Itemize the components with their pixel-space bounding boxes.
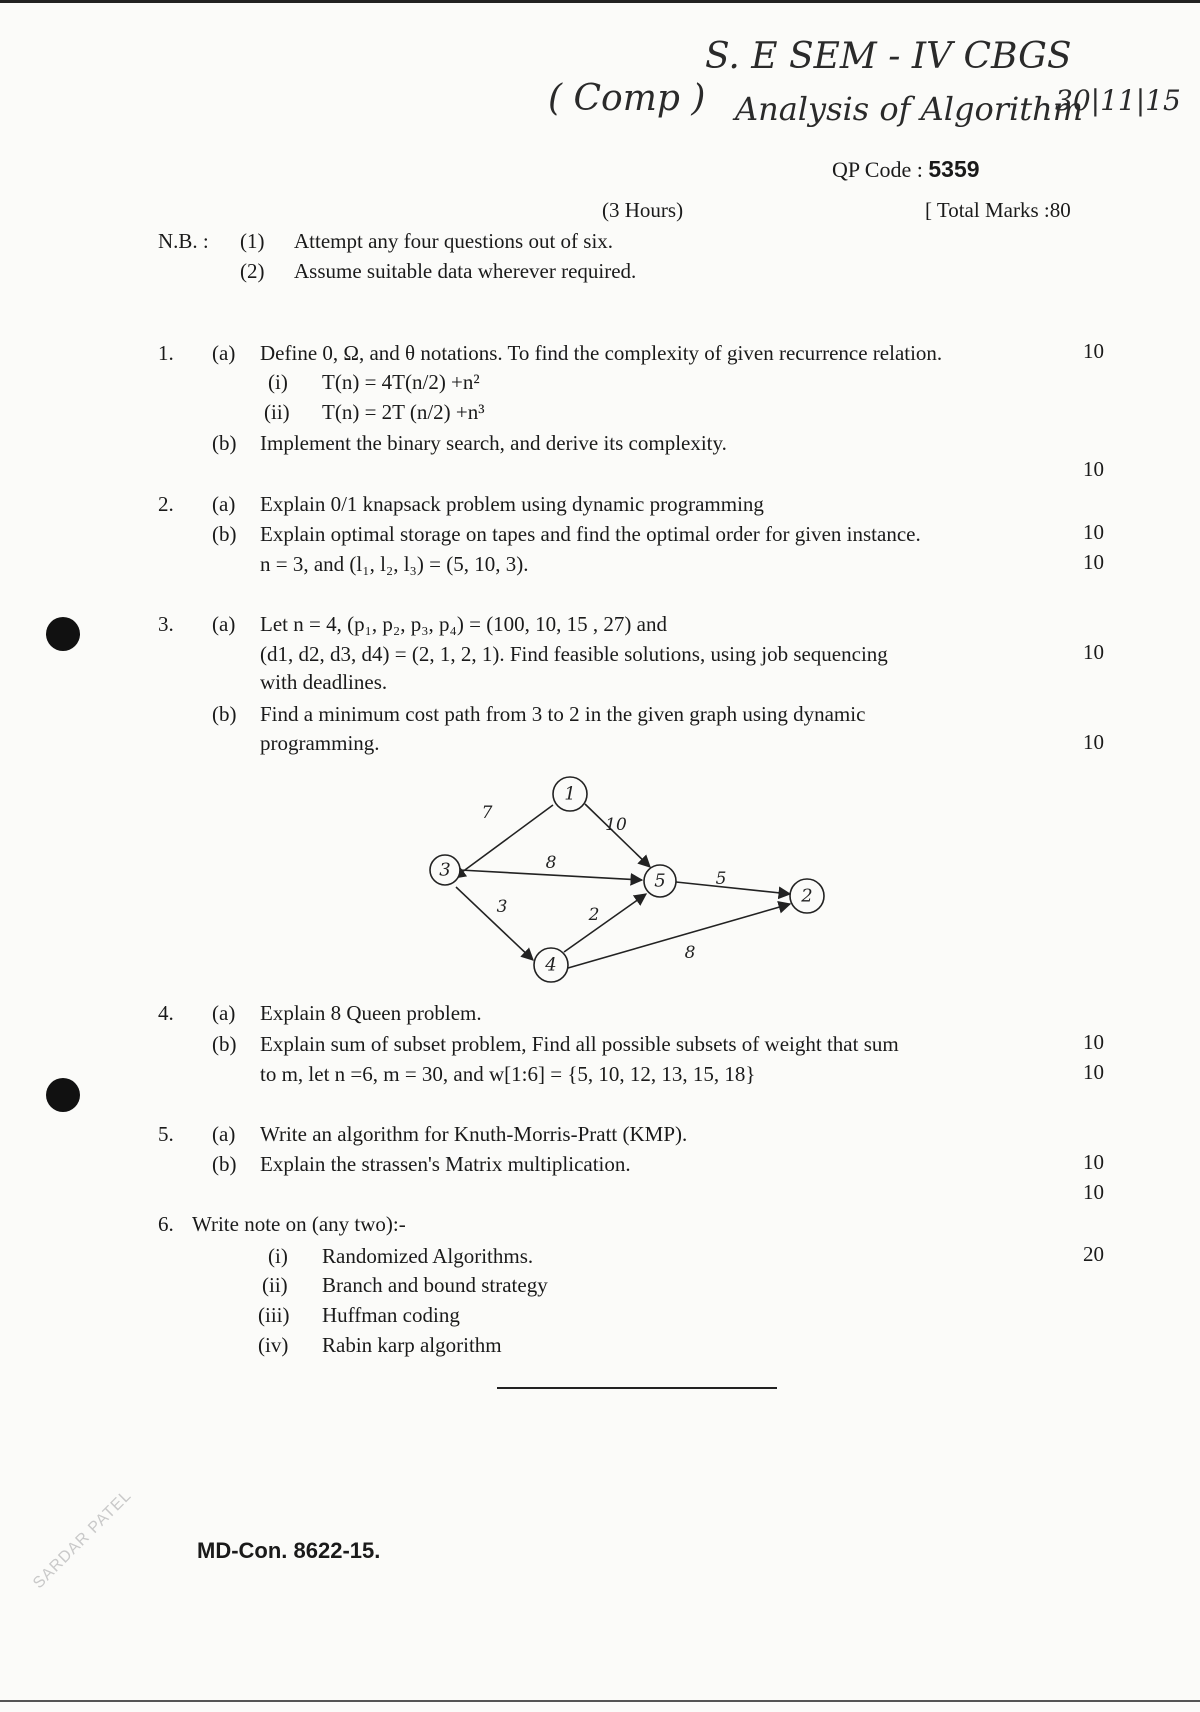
q6-number: 6. [158, 1212, 174, 1236]
q5b-label: (b) [212, 1152, 237, 1176]
instruction-1-num: (1) [240, 229, 265, 253]
handwritten-branch: ( Comp ) [548, 78, 706, 119]
q2-number: 2. [158, 492, 174, 516]
q3b-label: (b) [212, 702, 237, 726]
q4a-label: (a) [212, 1001, 236, 1025]
q3a-text-3: with deadlines. [260, 670, 388, 694]
q3a-text-2: (d1, d2, d3, d4) = (2, 1, 2, 1). Find feasible solutions, using job sequencing [260, 642, 888, 666]
q1a-text: Define 0, Ω, and θ notations. To find the complexity of given recurrence relation. [260, 341, 943, 365]
graph-diagram [420, 760, 840, 990]
q6-item-1-text: Randomized Algorithms. [322, 1244, 534, 1268]
edge-weight-4-2: 8 [684, 943, 696, 963]
q2a-text: Explain 0/1 knapsack problem using dynamic programming [260, 492, 764, 516]
instruction-2-num: (2) [240, 259, 265, 283]
q4b-label: (b) [212, 1032, 237, 1056]
edge-weight-5-2: 5 [715, 869, 727, 889]
q1-ii-label: (ii) [264, 400, 290, 424]
q5-number: 5. [158, 1122, 174, 1146]
q3b-marks: 10 [1083, 730, 1104, 754]
q5a-marks: 10 [1083, 1150, 1104, 1174]
q1-i-text: T(n) = 4T(n/2) +n² [322, 370, 480, 394]
edge-3-4 [456, 887, 533, 960]
qp-code-value: 5359 [928, 156, 980, 182]
q4-number: 4. [158, 1001, 174, 1025]
node-3-label: 3 [439, 859, 451, 881]
q3a-label: (a) [212, 612, 236, 636]
q4a-text: Explain 8 Queen problem. [260, 1001, 482, 1025]
edge-4-2 [568, 904, 790, 968]
edge-weight-4-5: 2 [588, 905, 600, 925]
q3b-text-2: programming. [260, 731, 380, 755]
edge-1-5 [585, 804, 650, 867]
node-1-label: 1 [564, 783, 576, 805]
handwritten-subject: Analysis of Algorithm [735, 90, 1084, 128]
q2a-label: (a) [212, 492, 236, 516]
q6-item-1-num: (i) [268, 1244, 288, 1268]
q6-text: Write note on (any two):- [192, 1212, 406, 1236]
q5a-label: (a) [212, 1122, 236, 1146]
q5a-text: Write an algorithm for Knuth-Morris-Pratt (KMP). [260, 1122, 688, 1146]
punch-hole-bottom [46, 1078, 80, 1112]
punch-hole-top [46, 617, 80, 651]
watermark-stamp: SARDAR PATEL [30, 1487, 135, 1593]
q3a-marks: 10 [1083, 640, 1104, 664]
q2b-text-2: n = 3, and (l₁, l₂, l₃) = (5, 10, 3). [260, 552, 529, 576]
qp-code-label: QP Code : [832, 157, 923, 182]
page-top-border [0, 0, 1200, 3]
instructions-prefix: N.B. : [158, 229, 209, 253]
edge-weight-3-4: 3 [496, 897, 508, 917]
q3-number: 3. [158, 612, 174, 636]
q1b-marks: 10 [1083, 457, 1104, 481]
edge-5-2 [676, 882, 790, 894]
q5b-marks: 10 [1083, 1180, 1104, 1204]
q1-number: 1. [158, 341, 174, 365]
edge-weight-1-3: 7 [481, 803, 493, 823]
q1a-label: (a) [212, 341, 236, 365]
q1-i-label: (i) [268, 370, 288, 394]
q6-item-3-text: Huffman coding [322, 1303, 460, 1327]
q3a-text: Let n = 4, (p₁, p₂, p₃, p₄) = (100, 10, 15 , 27) and [260, 612, 667, 636]
edge-weight-1-5: 10 [605, 815, 627, 835]
exam-duration: (3 Hours) [602, 198, 684, 222]
q6-item-4-text: Rabin karp algorithm [322, 1333, 502, 1357]
footer-code: MD-Con. 8622-15. [197, 1538, 381, 1563]
q6-item-2-text: Branch and bound strategy [322, 1273, 548, 1297]
q4b-text-2: to m, let n =6, m = 30, and w[1:6] = {5, 10, 12, 13, 15, 18} [260, 1062, 756, 1086]
q6-item-3-num: (iii) [258, 1303, 290, 1327]
q2a-marks: 10 [1083, 520, 1104, 544]
q6-item-2-num: (ii) [262, 1273, 288, 1297]
page-bottom-border [0, 1700, 1200, 1702]
q1b-text: Implement the binary search, and derive its complexity. [260, 431, 727, 455]
q6-marks: 20 [1083, 1242, 1104, 1266]
q5b-text: Explain the strassen's Matrix multiplication. [260, 1152, 631, 1176]
handwritten-date: 30|11|15 [1055, 84, 1181, 117]
node-5-label: 5 [654, 870, 666, 892]
q4a-marks: 10 [1083, 1030, 1104, 1054]
q2b-label: (b) [212, 522, 237, 546]
q2b-marks: 10 [1083, 550, 1104, 574]
q1b-label: (b) [212, 431, 237, 455]
edge-1-3 [454, 805, 553, 878]
q1a-marks: 10 [1083, 339, 1104, 363]
total-marks: [ Total Marks :80 [925, 198, 1071, 222]
node-2-label: 2 [801, 885, 813, 907]
node-4-label: 4 [545, 954, 557, 976]
edge-4-5 [564, 894, 646, 952]
q1-ii-text: T(n) = 2T (n/2) +n³ [322, 400, 485, 424]
q4b-marks: 10 [1083, 1060, 1104, 1084]
handwritten-course-line: S. E SEM - IV CBGS [705, 36, 1072, 77]
qp-code [832, 156, 980, 183]
instruction-1-text: Attempt any four questions out of six. [294, 229, 614, 253]
instruction-2-text: Assume suitable data wherever required. [294, 259, 637, 283]
q4b-text: Explain sum of subset problem, Find all possible subsets of weight that sum [260, 1032, 899, 1056]
edge-weight-3-5: 8 [545, 853, 557, 873]
q6-item-4-num: (iv) [258, 1333, 289, 1357]
q3b-text: Find a minimum cost path from 3 to 2 in the given graph using dynamic [260, 702, 866, 726]
end-rule [497, 1387, 777, 1389]
q2b-text: Explain optimal storage on tapes and find the optimal order for given instance. [260, 522, 921, 546]
